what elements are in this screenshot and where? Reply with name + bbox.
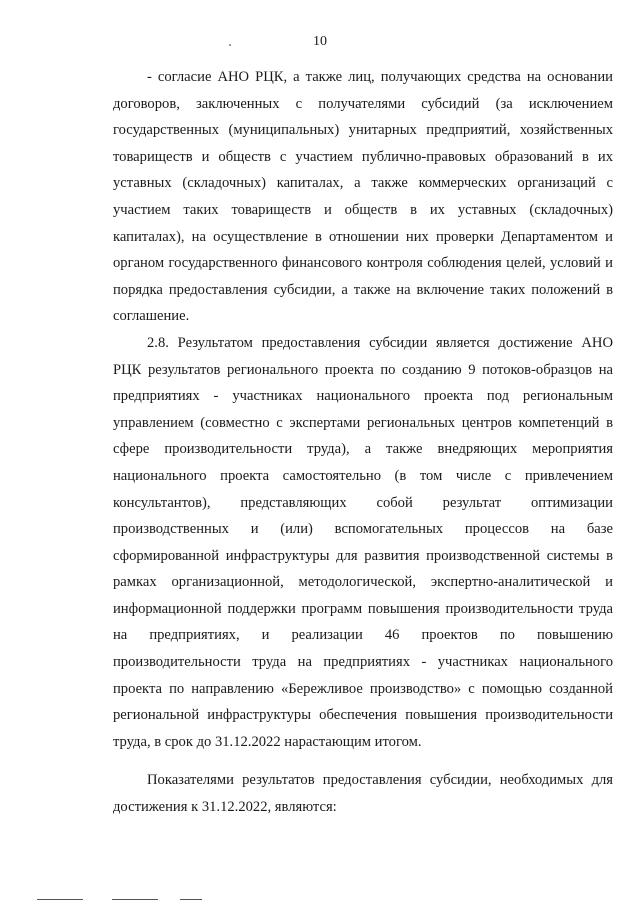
footer-line-right <box>180 899 202 900</box>
page-number: 10 <box>313 34 327 49</box>
document-body <box>113 64 613 821</box>
paragraph-indicators-intro: Показателями результатов предоставления субсидии, необходимых для достижения к 31.12.2022, являются: <box>113 772 613 816</box>
footer-line-left <box>37 899 83 900</box>
footer-line-middle <box>112 899 158 900</box>
paragraph-consent: - согласие АНО РЦК, а также лиц, получающих средства на основании договоров, заключенных с получателями субсидий (за исключением государственных (муниципальных) унитарных предприятий, хозяйственных товариществ и обществ с участием публично-правовых образований в их уставных (складочных) капиталах, а также коммерческих организаций с участием таких товариществ и обществ в их уставных (складочных) капиталах), на осуществление в отношении них проверки Департаментом и органом государственного финансового контроля соблюдения целей, условий и порядка предоставления субсидии, а также на включение таких положений в соглашение. <box>113 69 613 325</box>
scan-artifact-dot <box>229 44 231 46</box>
paragraph-2-8-result: 2.8. Результатом предоставления субсидии является достижение АНО РЦК результатов регионального проекта по созданию 9 потоков-образцов на предприятиях - участниках национального проекта под региональным управлением (совместно с экспертами региональных центров компетенций в сфере производительности труда), а также внедряющих мероприятия национального проекта самостоятельно (в том числе с привлечением консультантов), представляющих собой результат оптимизации производственных и (или) вспомогательных процессов на базе сформированной инфраструктуры для развития производственной системы в рамках организационной, методологической, экспертно-аналитической и информационной поддержки программ повышения производительности труда на предприятиях, и реализации 46 проектов по повышению производительности труда на предприятиях - участниках национального проекта по направлению «Бережливое производство» с помощью созданной региональной инфраструктуры обеспечения повышения производительности труда, в срок до 31.12.2022 нарастающим итогом. <box>113 334 613 750</box>
